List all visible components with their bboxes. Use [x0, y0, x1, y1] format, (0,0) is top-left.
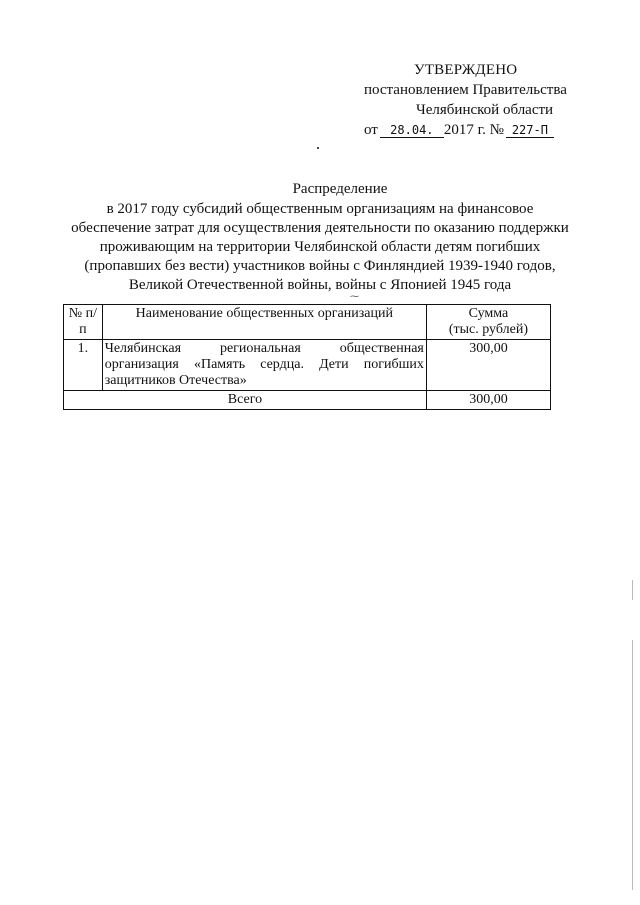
year-text: 2017 г. № [443, 122, 504, 138]
distribution-table [63, 304, 551, 410]
table-row [64, 340, 551, 391]
row-name: Челябинская региональная общественная организация «Память сердца. Дети погибших защитников Отечества» [102, 340, 426, 391]
document-heading [60, 180, 580, 295]
scan-edge-line [632, 580, 633, 600]
scan-speck [317, 147, 319, 149]
approval-line-government: постановлением Правительства [364, 82, 567, 98]
date-prefix: от [364, 122, 378, 138]
row-sum: 300,00 [426, 340, 550, 391]
header-sum [426, 305, 550, 340]
handwritten-date: 28.04. [380, 121, 444, 138]
heading-title: Распределение [292, 181, 388, 197]
total-label: Всего [64, 391, 427, 410]
handwritten-number: 227-П [506, 121, 554, 138]
header-num: № п/п [64, 305, 103, 340]
scan-edge-line [632, 640, 633, 890]
heading-line-1: в 2017 году субсидий общественным организациям на финансовое [106, 201, 534, 217]
header-sum-line1: Сумма [468, 306, 509, 321]
scan-mark: ⁓ [350, 291, 359, 301]
total-sum: 300,00 [426, 391, 550, 410]
approval-line-region: Челябинской области [416, 102, 554, 118]
row-num: 1. [64, 340, 103, 391]
table-total-row [64, 391, 551, 410]
heading-line-5: Великой Отечественной войны, войны с Японией 1945 года [128, 277, 512, 293]
heading-line-4: (пропавших без вести) участников войны с Финляндией 1939-1940 годов, [84, 258, 556, 274]
heading-line-3: проживающим на территории Челябинской области детям погибших [99, 239, 541, 255]
approval-date-line [360, 120, 590, 140]
approval-title: УТВЕРЖДЕНО [414, 62, 518, 78]
header-name: Наименование общественных организаций [102, 305, 426, 340]
heading-line-2: обеспечение затрат для осуществления деятельности по оказанию поддержки [71, 220, 569, 236]
table-header-row [64, 305, 551, 340]
approval-block [360, 60, 590, 140]
header-sum-line2: (тыс. рублей) [448, 322, 529, 337]
